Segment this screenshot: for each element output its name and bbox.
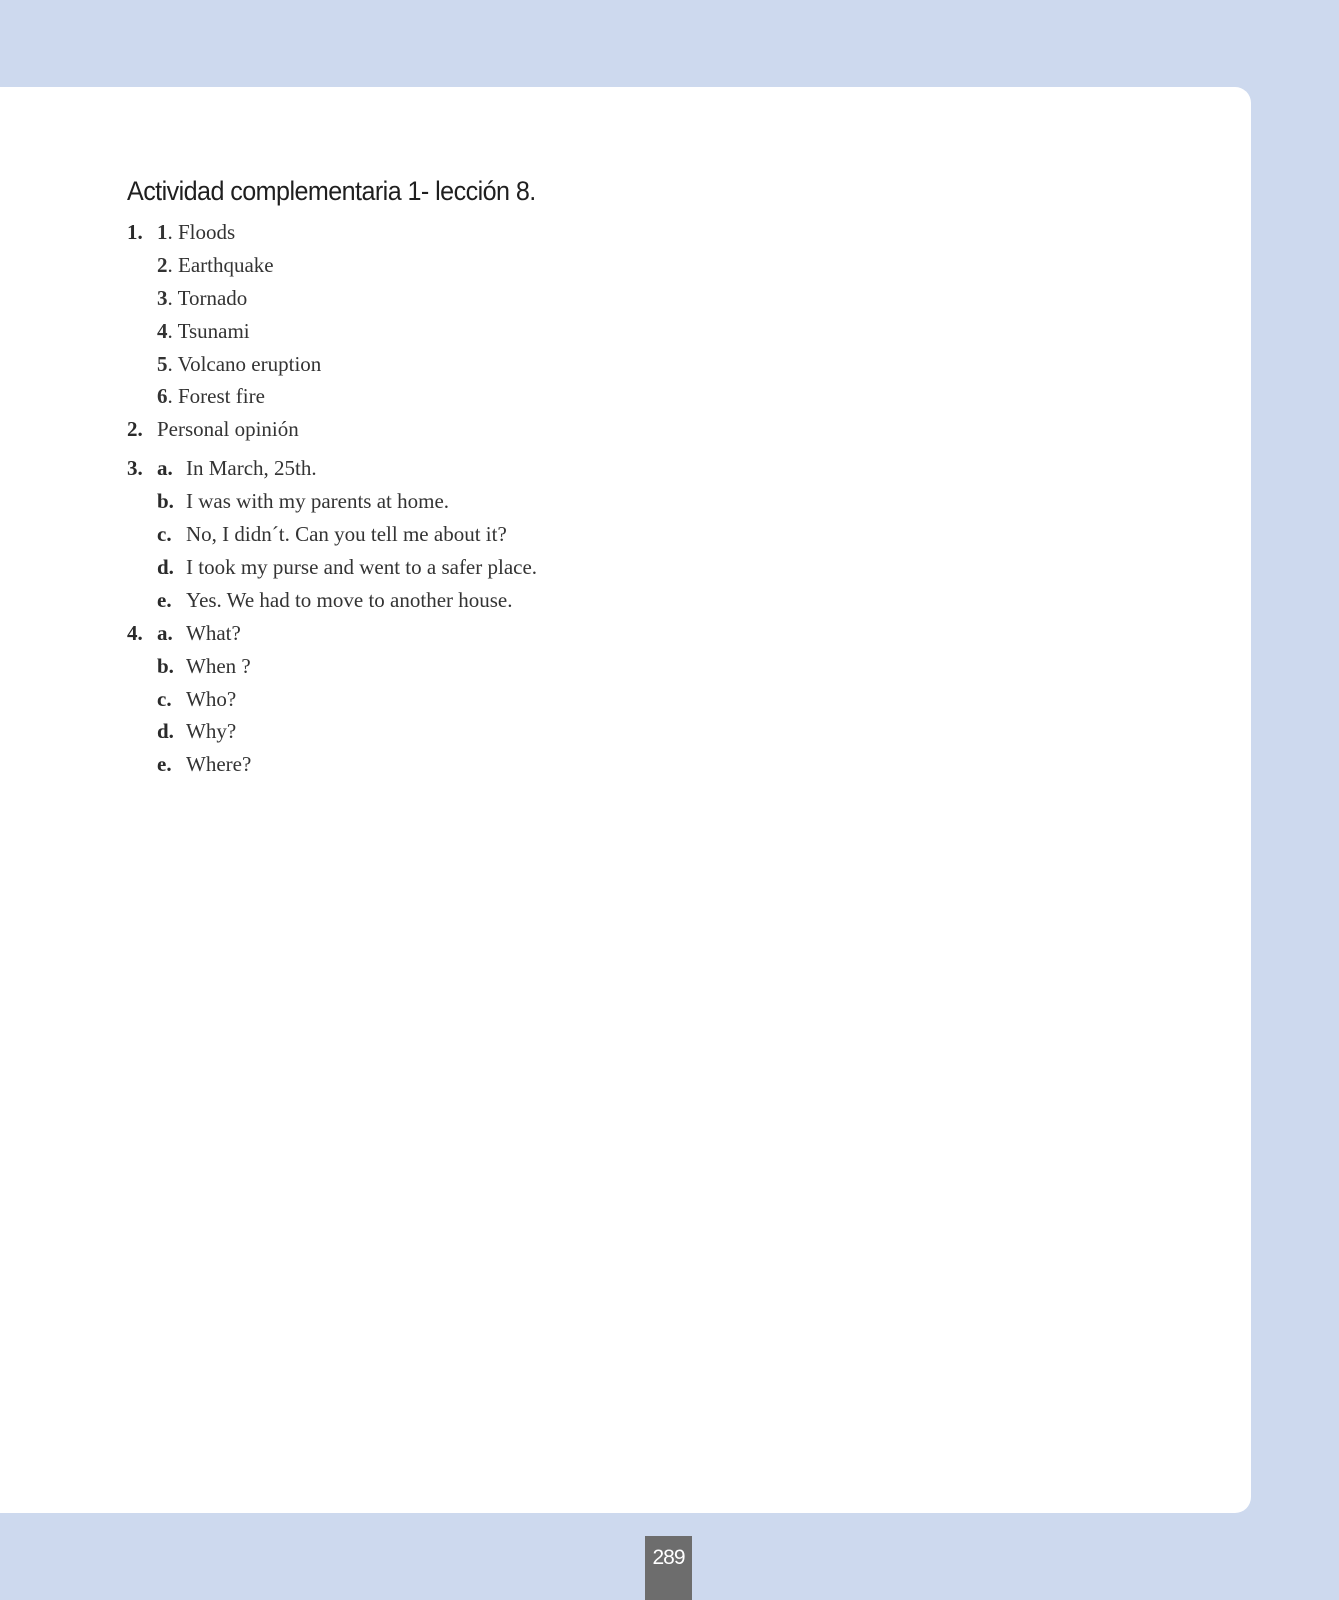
list-item <box>157 383 265 409</box>
item-letter: c. <box>157 522 172 546</box>
item-text: Where? <box>186 752 252 776</box>
item-letter: a. <box>157 621 173 645</box>
list-item <box>157 351 321 377</box>
item-text: I took my purse and went to a safer place. <box>186 555 538 579</box>
item-text: In March, 25th. <box>186 456 317 480</box>
list-item <box>157 318 250 344</box>
item-letter: e. <box>157 752 172 776</box>
answer-text: Personal opinión <box>157 417 299 441</box>
question-number: 1. <box>127 220 143 244</box>
page-number: 289 <box>645 1536 692 1600</box>
item-letter: c. <box>157 687 172 711</box>
item-text: Who? <box>186 687 237 711</box>
item-number: 6 <box>157 384 168 408</box>
item-number: 1 <box>157 220 168 244</box>
item-letter: e. <box>157 588 172 612</box>
item-number: 5 <box>157 352 168 376</box>
question-number: 3. <box>127 456 143 480</box>
item-letter: d. <box>157 555 174 579</box>
item-text: Yes. We had to move to another house. <box>186 588 513 612</box>
item-letter: b. <box>157 489 174 513</box>
list-item <box>157 252 274 278</box>
item-text: When ? <box>186 654 251 678</box>
item-letter: a. <box>157 456 173 480</box>
item-text: . Volcano eruption <box>167 352 322 376</box>
item-number: 2 <box>157 253 168 277</box>
item-text: . Earthquake <box>167 253 274 277</box>
list-item <box>157 285 247 311</box>
item-text: Why? <box>186 719 237 743</box>
page-title: Actividad complementaria 1- lección 8. <box>127 176 536 206</box>
item-text: What? <box>186 621 241 645</box>
item-text: I was with my parents at home. <box>186 489 450 513</box>
question-number: 4. <box>127 621 143 645</box>
item-number: 4 <box>157 319 168 343</box>
item-text: . Floods <box>167 220 236 244</box>
item-text: . Forest fire <box>167 384 265 408</box>
list-item <box>157 219 235 245</box>
item-text: . Tsunami <box>167 319 250 343</box>
item-text: No, I didn´t. Can you tell me about it? <box>186 522 507 546</box>
item-letter: b. <box>157 654 174 678</box>
item-text: . Tornado <box>167 286 248 310</box>
item-letter: d. <box>157 719 174 743</box>
item-number: 3 <box>157 286 168 310</box>
question-number: 2. <box>127 417 143 441</box>
